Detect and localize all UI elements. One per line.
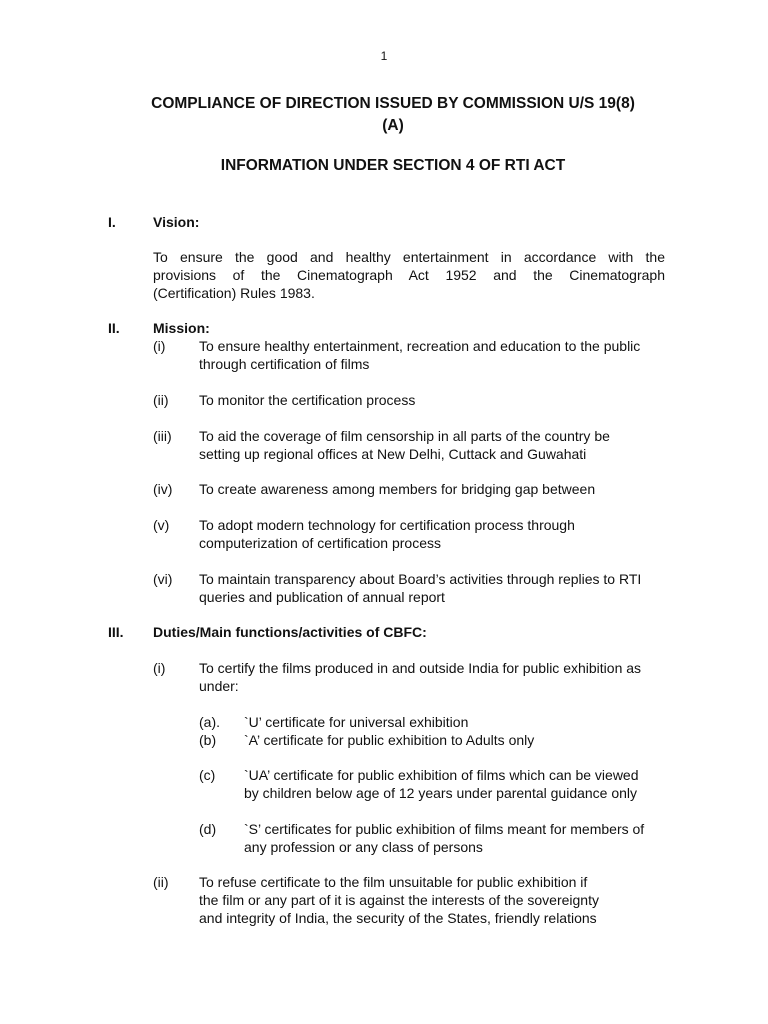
title-line-1: COMPLIANCE OF DIRECTION ISSUED BY COMMISSION U/S 19(8) (151, 95, 635, 112)
section-numeral-vision: I. (108, 214, 116, 230)
section-heading-duties: Duties/Main functions/activities of CBFC: (153, 624, 427, 640)
duties-item-text: the film or any part of it is against the interests of the sovereignty (199, 892, 599, 908)
mission-item-text: queries and publication of annual report (199, 589, 445, 605)
mission-item-text: To ensure healthy entertainment, recreation and education to the public (199, 338, 641, 354)
duties-subitem-text: `A’ certificate for public exhibition to Adults only (244, 732, 535, 748)
duties-subitem-text: `U’ certificate for universal exhibition (244, 714, 469, 730)
mission-item-text: through certification of films (199, 356, 370, 372)
mission-item-text: To maintain transparency about Board’s activities through replies to RTI (199, 571, 642, 587)
page-number: 1 (380, 49, 388, 63)
mission-item-label: (ii) (153, 392, 169, 408)
duties-item-text: under: (199, 678, 239, 694)
subtitle: INFORMATION UNDER SECTION 4 OF RTI ACT (220, 157, 566, 174)
mission-item-text: To aid the coverage of film censorship in all parts of the country be (199, 428, 610, 444)
section-heading-vision: Vision: (153, 214, 200, 230)
mission-item-text: To create awareness among members for bridging gap between (199, 481, 596, 497)
duties-item-label: (i) (153, 660, 166, 676)
duties-subitem-label: (b) (199, 732, 217, 748)
mission-item-label: (i) (153, 338, 166, 354)
duties-subitem-text: any profession or any class of persons (244, 839, 483, 855)
mission-item-text: setting up regional offices at New Delhi, Cuttack and Guwahati (199, 446, 587, 462)
mission-item-text: computerization of certification process (199, 535, 441, 551)
duties-subitem-label: (a). (199, 714, 220, 730)
mission-item-label: (iv) (153, 481, 173, 497)
duties-subitem-text: by children below age of 12 years under parental guidance only (244, 785, 638, 801)
duties-subitem-text: `S’ certificates for public exhibition of films meant for members of (244, 821, 645, 837)
duties-item-label: (ii) (153, 874, 169, 890)
mission-item-label: (vi) (153, 571, 173, 587)
mission-item-label: (iii) (153, 428, 172, 444)
section-numeral-duties: III. (108, 624, 124, 640)
vision-text-line: (Certification) Rules 1983. (153, 285, 315, 301)
duties-item-text: To refuse certificate to the film unsuitable for public exhibition if (199, 874, 588, 890)
title-line-2: (A) (382, 117, 404, 134)
mission-item-text: To monitor the certification process (199, 392, 416, 408)
duties-subitem-label: (c) (199, 767, 216, 783)
section-numeral-mission: II. (108, 320, 120, 336)
duties-subitem-text: `UA’ certificate for public exhibition of films which can be viewed (244, 767, 639, 783)
vision-text-line: provisions of the Cinematograph Act 1952 and the Cinematograph (153, 267, 665, 283)
duties-item-text: and integrity of India, the security of the States, friendly relations (199, 910, 597, 926)
duties-item-text: To certify the films produced in and outside India for public exhibition as (199, 660, 642, 676)
duties-subitem-label: (d) (199, 821, 217, 837)
section-heading-mission: Mission: (153, 320, 210, 336)
mission-item-text: To adopt modern technology for certification process through (199, 517, 575, 533)
vision-text-line: To ensure the good and healthy entertainment in accordance with the (153, 249, 665, 265)
mission-item-label: (v) (153, 517, 170, 533)
